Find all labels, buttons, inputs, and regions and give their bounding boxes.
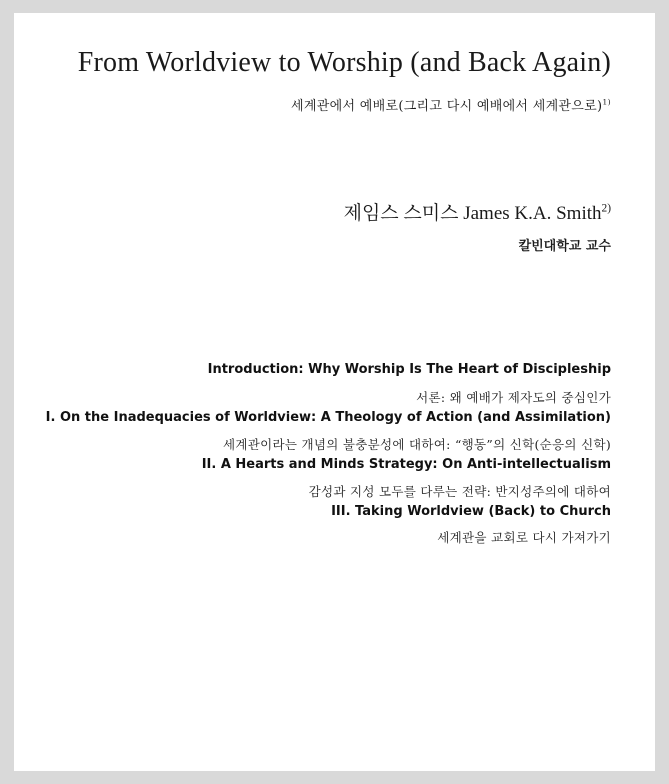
document-subtitle xyxy=(291,95,611,114)
toc-heading-section-1: I. On the Inadequacies of Worldview: A Theology of Action (and Assimilation) xyxy=(45,410,611,425)
author-affiliation: 칼빈대학교 교수 xyxy=(518,239,611,254)
toc-heading-introduction: Introduction: Why Worship Is The Heart of Discipleship xyxy=(207,362,611,377)
subtitle-text: 세계관에서 예배로(그리고 다시 예배에서 세계관으로) xyxy=(291,99,603,114)
document-title xyxy=(78,47,611,79)
toc-heading-section-3: III. Taking Worldview (Back) to Church xyxy=(331,504,611,519)
title-text: From Worldview to Worship (and Back Again) xyxy=(77,47,611,78)
toc-subheading-section-3: 세계관을 교회로 다시 가져가기 xyxy=(437,530,611,545)
author-name xyxy=(344,198,611,225)
subtitle-footnote-mark[interactable]: 1) xyxy=(602,97,611,107)
toc-subheading-section-2: 감성과 지성 모두를 다루는 전략: 반지성주의에 대하여 xyxy=(308,484,611,499)
toc-heading-section-2: II. A Hearts and Minds Strategy: On Anti-intellectualism xyxy=(201,457,611,472)
toc-subheading-section-1: 세계관이라는 개념의 불충분성에 대하여: “행동”의 신학(순응의 신학) xyxy=(222,437,611,452)
author-name-text: 제임스 스미스 James K.A. Smith xyxy=(343,203,602,224)
document-page xyxy=(14,13,655,771)
author-footnote-mark[interactable]: 2) xyxy=(601,202,611,215)
toc-subheading-introduction: 서론: 왜 예배가 제자도의 중심인가 xyxy=(416,390,611,405)
